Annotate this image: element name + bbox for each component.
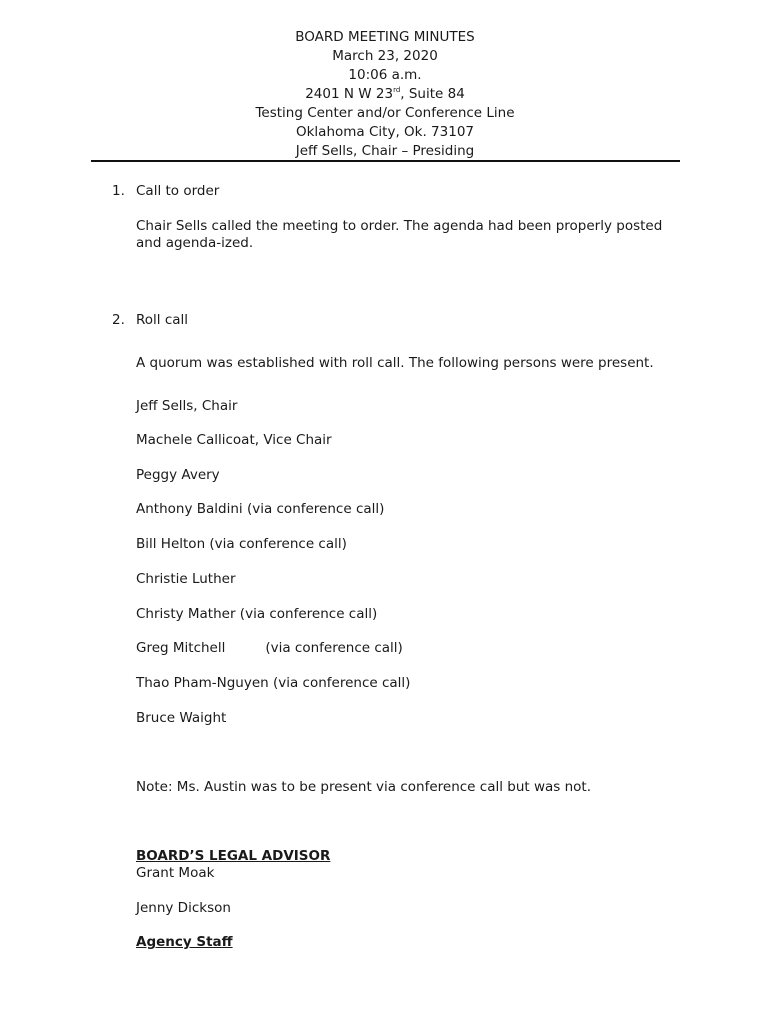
attendee-item: Christie Luther [136, 571, 236, 587]
section-1-number: 1. [112, 183, 125, 199]
attendee-item: Christy Mather (via conference call) [136, 606, 378, 622]
absence-note: Note: Ms. Austin was to be present via conference call but was not. [136, 779, 592, 795]
attendee-item: Machele Callicoat, Vice Chair [136, 432, 332, 448]
presiding-chair: Jeff Sells, Chair – Presiding [295, 143, 475, 159]
meeting-address [0, 85, 770, 104]
attendee-item [136, 640, 403, 657]
meeting-date: March 23, 2020 [332, 48, 438, 64]
agency-staff-heading: Agency Staff [136, 934, 233, 950]
attendee-item: Peggy Avery [136, 467, 220, 483]
section-1-title: Call to order [136, 183, 220, 199]
section-2-number: 2. [112, 312, 125, 328]
document-header [0, 28, 770, 161]
section-1-text: Chair Sells called the meeting to order. The agenda had been properly posted and agenda-ized. [136, 218, 663, 251]
address-suite: , Suite 84 [400, 86, 465, 102]
meeting-time: 10:06 a.m. [348, 67, 422, 83]
attendee-item: Thao Pham-Nguyen (via conference call) [136, 675, 411, 691]
legal-advisor-name: Grant Moak [136, 865, 215, 881]
section-2-title: Roll call [136, 312, 189, 328]
attendee-item: Bruce Waight [136, 710, 227, 726]
attendee-note: (via conference call) [265, 640, 403, 656]
attendee-name: Greg Mitchell [136, 640, 226, 656]
meeting-city: Oklahoma City, Ok. 73107 [295, 124, 474, 140]
attendee-item: Bill Helton (via conference call) [136, 536, 347, 552]
section-2-text: A quorum was established with roll call. The following persons were present. [136, 355, 654, 371]
header-divider [91, 160, 680, 162]
document-title: BOARD MEETING MINUTES [295, 29, 475, 45]
address-main: 2401 N W 23 [305, 86, 394, 102]
attendee-item: Jeff Sells, Chair [136, 398, 238, 414]
meeting-location: Testing Center and/or Conference Line [255, 105, 515, 121]
legal-advisor-name: Jenny Dickson [136, 900, 231, 916]
address-superscript: rd [393, 86, 401, 94]
legal-advisor-heading: BOARD’S LEGAL ADVISOR [136, 848, 331, 864]
attendee-item: Anthony Baldini (via conference call) [136, 501, 385, 517]
